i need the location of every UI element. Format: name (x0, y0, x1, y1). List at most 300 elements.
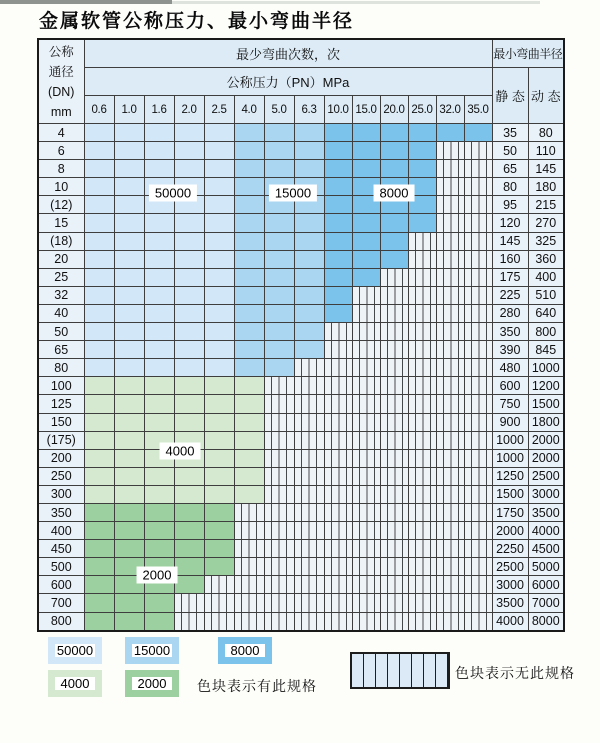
spec-cell-15000 (234, 341, 264, 359)
spec-cell-2000 (114, 522, 144, 540)
spec-cell-50000 (144, 196, 174, 214)
spec-cell-50000 (144, 232, 174, 250)
spec-cell-50000 (84, 304, 114, 322)
table-row-dn-175 (38, 431, 564, 449)
pressure-value: 1.6 (144, 96, 174, 124)
no-spec-cell (464, 612, 492, 631)
spec-cell-50000 (144, 323, 174, 341)
spec-cell-2000 (144, 558, 174, 576)
spec-cell-4000 (144, 431, 174, 449)
spec-cell-4000 (204, 377, 234, 395)
spec-cell-15000 (264, 178, 294, 196)
no-spec-cell (294, 413, 324, 431)
spec-cell-15000 (294, 196, 324, 214)
no-spec-cell (352, 359, 380, 377)
bend-times-header: 最少弯曲次数，次 (84, 39, 492, 68)
no-spec-cell (380, 286, 408, 304)
no-spec-cell (380, 413, 408, 431)
no-spec-caption: 色块表示无此规格 (455, 665, 575, 681)
no-spec-sample-box (350, 652, 450, 689)
spec-cell-8000 (352, 196, 380, 214)
legend-swatch-8000: 8000 (218, 637, 272, 664)
spec-cell-15000 (264, 323, 294, 341)
no-spec-cell (264, 377, 294, 395)
spec-cell-8000 (324, 142, 352, 160)
spec-cell-8000 (436, 124, 464, 142)
no-spec-cell (174, 612, 204, 631)
dynamic-radius-cell: 360 (528, 250, 564, 268)
dn-cell: 4 (38, 124, 84, 142)
spec-cell-4000 (204, 413, 234, 431)
table-row-dn-250 (38, 467, 564, 485)
spec-cell-50000 (144, 142, 174, 160)
no-spec-cell (436, 485, 464, 503)
static-radius-cell: 1750 (492, 503, 528, 521)
dynamic-radius-cell: 5000 (528, 558, 564, 576)
no-spec-cell (408, 323, 436, 341)
dynamic-radius-cell: 1200 (528, 377, 564, 395)
spec-cell-50000 (174, 359, 204, 377)
no-spec-cell (464, 431, 492, 449)
no-spec-cell (352, 522, 380, 540)
spec-cell-8000 (380, 250, 408, 268)
spec-cell-2000 (174, 503, 204, 521)
no-spec-cell (324, 431, 352, 449)
no-spec-cell (464, 178, 492, 196)
static-radius-cell: 35 (492, 124, 528, 142)
dynamic-radius-cell: 1000 (528, 359, 564, 377)
no-spec-cell (264, 467, 294, 485)
spec-cell-50000 (84, 142, 114, 160)
spec-cell-50000 (174, 214, 204, 232)
no-spec-cell (464, 540, 492, 558)
no-spec-cell (352, 413, 380, 431)
dn-cell: 600 (38, 576, 84, 594)
dynamic-radius-cell: 6000 (528, 576, 564, 594)
no-spec-cell (294, 359, 324, 377)
spec-cell-15000 (264, 160, 294, 178)
spec-cell-2000 (144, 612, 174, 631)
dynamic-radius-cell: 7000 (528, 594, 564, 612)
zone-cycles-label-4000: 4000 (160, 443, 201, 460)
no-spec-cell (436, 612, 464, 631)
spec-cell-4000 (174, 467, 204, 485)
no-spec-cell (464, 250, 492, 268)
spec-table (37, 38, 565, 632)
spec-cell-50000 (144, 304, 174, 322)
static-radius-cell: 350 (492, 323, 528, 341)
dn-cell: 500 (38, 558, 84, 576)
spec-cell-8000 (380, 160, 408, 178)
pressure-value: 4.0 (234, 96, 264, 124)
spec-cell-50000 (144, 268, 174, 286)
no-spec-cell (294, 594, 324, 612)
static-radius-cell: 1500 (492, 485, 528, 503)
no-spec-cell (204, 594, 234, 612)
no-spec-cell (436, 341, 464, 359)
no-spec-cell (264, 594, 294, 612)
spec-cell-2000 (144, 594, 174, 612)
pressure-value: 0.6 (84, 96, 114, 124)
spec-cell-8000 (408, 196, 436, 214)
no-spec-cell (408, 232, 436, 250)
no-spec-cell (464, 576, 492, 594)
dynamic-radius-cell: 3500 (528, 503, 564, 521)
spec-cell-50000 (84, 196, 114, 214)
no-spec-cell (380, 467, 408, 485)
spec-cell-15000 (294, 124, 324, 142)
pressure-value: 2.0 (174, 96, 204, 124)
no-spec-cell (408, 449, 436, 467)
dn-header-line3: (DN) (48, 84, 75, 99)
spec-cell-8000 (408, 178, 436, 196)
no-spec-cell (324, 612, 352, 631)
pressure-value: 15.0 (352, 96, 380, 124)
static-radius-cell: 1000 (492, 449, 528, 467)
spec-cell-50000 (144, 160, 174, 178)
no-spec-cell (234, 503, 264, 521)
dn-cell: 50 (38, 323, 84, 341)
no-spec-cell (324, 485, 352, 503)
dynamic-radius-cell: 510 (528, 286, 564, 304)
spec-cell-15000 (264, 124, 294, 142)
no-spec-cell (436, 576, 464, 594)
no-spec-cell (436, 449, 464, 467)
no-spec-cell (464, 286, 492, 304)
spec-cell-8000 (352, 268, 380, 286)
dn-cell: 150 (38, 413, 84, 431)
no-spec-cell (408, 304, 436, 322)
table-row-dn-50 (38, 323, 564, 341)
spec-cell-50000 (144, 286, 174, 304)
spec-cell-50000 (84, 232, 114, 250)
table-row-dn-18 (38, 232, 564, 250)
no-spec-cell (380, 612, 408, 631)
no-spec-cell (380, 359, 408, 377)
spec-cell-4000 (84, 485, 114, 503)
dn-cell: (18) (38, 232, 84, 250)
spec-cell-15000 (294, 341, 324, 359)
spec-cell-4000 (114, 449, 144, 467)
no-spec-cell (436, 540, 464, 558)
spec-cell-8000 (324, 268, 352, 286)
spec-cell-50000 (114, 178, 144, 196)
no-spec-cell (204, 612, 234, 631)
spec-cell-15000 (234, 304, 264, 322)
dynamic-radius-cell: 2000 (528, 449, 564, 467)
spec-cell-15000 (264, 214, 294, 232)
spec-cell-15000 (264, 304, 294, 322)
spec-cell-50000 (204, 160, 234, 178)
dn-cell: (175) (38, 431, 84, 449)
dynamic-radius-cell: 3000 (528, 485, 564, 503)
no-spec-cell (436, 413, 464, 431)
spec-cell-4000 (114, 395, 144, 413)
spec-cell-4000 (144, 485, 174, 503)
no-spec-cell (436, 522, 464, 540)
table-row-dn-300 (38, 485, 564, 503)
spec-cell-50000 (144, 341, 174, 359)
spec-cell-50000 (204, 323, 234, 341)
spec-cell-8000 (324, 160, 352, 178)
radius-header: 最小弯曲半径 (492, 39, 564, 68)
spec-cell-8000 (408, 142, 436, 160)
pressure-value: 32.0 (436, 96, 464, 124)
spec-cell-4000 (144, 413, 174, 431)
spec-cell-15000 (234, 250, 264, 268)
no-spec-cell (464, 323, 492, 341)
spec-cell-15000 (234, 196, 264, 214)
no-spec-cell (436, 395, 464, 413)
table-row-dn-8 (38, 160, 564, 178)
static-radius-cell: 280 (492, 304, 528, 322)
spec-cell-15000 (234, 214, 264, 232)
spec-cell-2000 (84, 503, 114, 521)
spec-cell-15000 (294, 142, 324, 160)
spec-cell-50000 (114, 286, 144, 304)
dn-cell: 350 (38, 503, 84, 521)
no-spec-cell (464, 395, 492, 413)
no-spec-cell (234, 558, 264, 576)
pressure-value: 2.5 (204, 96, 234, 124)
spec-cell-2000 (174, 576, 204, 594)
table-row-dn-450 (38, 540, 564, 558)
table-row-dn-800 (38, 612, 564, 631)
spec-cell-50000 (174, 124, 204, 142)
spec-cell-50000 (144, 250, 174, 268)
spec-cell-4000 (144, 449, 174, 467)
table-row-dn-700 (38, 594, 564, 612)
dn-cell: 100 (38, 377, 84, 395)
spec-cell-4000 (84, 377, 114, 395)
dn-cell: (12) (38, 196, 84, 214)
no-spec-cell (380, 323, 408, 341)
spec-cell-2000 (204, 540, 234, 558)
dynamic-radius-cell: 1800 (528, 413, 564, 431)
spec-cell-50000 (84, 214, 114, 232)
no-spec-cell (464, 214, 492, 232)
spec-cell-50000 (204, 268, 234, 286)
no-spec-cell (352, 323, 380, 341)
no-spec-cell (464, 232, 492, 250)
spec-cell-50000 (204, 286, 234, 304)
spec-cell-2000 (174, 540, 204, 558)
static-radius-cell: 600 (492, 377, 528, 395)
no-spec-cell (174, 594, 204, 612)
dn-cell: 300 (38, 485, 84, 503)
spec-cell-15000 (264, 341, 294, 359)
no-spec-cell (408, 594, 436, 612)
no-spec-cell (380, 540, 408, 558)
no-spec-cell (324, 395, 352, 413)
spec-cell-4000 (234, 431, 264, 449)
no-spec-cell (294, 467, 324, 485)
spec-cell-4000 (84, 431, 114, 449)
no-spec-cell (436, 196, 464, 214)
spec-cell-50000 (204, 304, 234, 322)
spec-cell-50000 (84, 268, 114, 286)
dn-cell: 65 (38, 341, 84, 359)
no-spec-cell (234, 540, 264, 558)
no-spec-cell (436, 503, 464, 521)
spec-cell-15000 (264, 232, 294, 250)
dynamic-radius-cell: 325 (528, 232, 564, 250)
spec-cell-2000 (114, 576, 144, 594)
dynamic-radius-cell: 4000 (528, 522, 564, 540)
dynamic-radius-cell: 2500 (528, 467, 564, 485)
spec-cell-50000 (114, 304, 144, 322)
table-row-dn-350 (38, 503, 564, 521)
spec-cell-4000 (84, 413, 114, 431)
spec-cell-4000 (234, 395, 264, 413)
no-spec-cell (408, 540, 436, 558)
dn-cell: 450 (38, 540, 84, 558)
no-spec-cell (264, 576, 294, 594)
no-spec-cell (324, 467, 352, 485)
spec-cell-4000 (234, 467, 264, 485)
spec-cell-8000 (380, 124, 408, 142)
spec-cell-4000 (234, 413, 264, 431)
spec-cell-15000 (294, 250, 324, 268)
spec-cell-50000 (114, 214, 144, 232)
zone-cycles-label-15000: 15000 (269, 185, 317, 202)
no-spec-cell (324, 522, 352, 540)
pressure-value: 1.0 (114, 96, 144, 124)
spec-cell-8000 (324, 304, 352, 322)
dn-cell: 200 (38, 449, 84, 467)
dn-cell: 32 (38, 286, 84, 304)
no-spec-cell (324, 558, 352, 576)
no-spec-cell (264, 395, 294, 413)
spec-cell-50000 (174, 232, 204, 250)
no-spec-cell (464, 341, 492, 359)
spec-cell-50000 (204, 250, 234, 268)
no-spec-cell (408, 503, 436, 521)
no-spec-cell (294, 540, 324, 558)
no-spec-cell (264, 413, 294, 431)
no-spec-cell (408, 250, 436, 268)
spec-cell-4000 (84, 449, 114, 467)
spec-cell-15000 (234, 359, 264, 377)
dynamic-radius-cell: 8000 (528, 612, 564, 631)
spec-cell-2000 (114, 503, 144, 521)
no-spec-cell (352, 576, 380, 594)
pressure-value: 10.0 (324, 96, 352, 124)
spec-cell-4000 (84, 395, 114, 413)
table-row-dn-100 (38, 377, 564, 395)
static-radius-cell: 3500 (492, 594, 528, 612)
spec-cell-50000 (84, 250, 114, 268)
spec-cell-15000 (264, 142, 294, 160)
table-row-dn-25 (38, 268, 564, 286)
has-spec-caption: 色块表示有此规格 (197, 678, 317, 694)
no-spec-cell (464, 268, 492, 286)
spec-cell-8000 (380, 214, 408, 232)
spec-cell-50000 (114, 359, 144, 377)
pressure-value: 35.0 (464, 96, 492, 124)
spec-cell-8000 (324, 232, 352, 250)
spec-cell-4000 (114, 485, 144, 503)
dn-cell: 25 (38, 268, 84, 286)
spec-cell-8000 (380, 142, 408, 160)
static-radius-cell: 95 (492, 196, 528, 214)
no-spec-cell (380, 449, 408, 467)
page-top-edge-light (172, 1, 540, 4)
no-spec-cell (264, 503, 294, 521)
no-spec-cell (352, 594, 380, 612)
spec-cell-2000 (84, 522, 114, 540)
spec-cell-2000 (84, 594, 114, 612)
spec-cell-50000 (84, 160, 114, 178)
no-spec-cell (264, 612, 294, 631)
no-spec-cell (464, 558, 492, 576)
no-spec-cell (294, 485, 324, 503)
spec-cell-15000 (294, 160, 324, 178)
spec-cell-15000 (294, 286, 324, 304)
dn-cell: 6 (38, 142, 84, 160)
dynamic-radius-cell: 80 (528, 124, 564, 142)
dynamic-radius-cell: 215 (528, 196, 564, 214)
no-spec-cell (408, 395, 436, 413)
table-row-dn-400 (38, 522, 564, 540)
spec-cell-8000 (408, 214, 436, 232)
dn-header-cell (38, 39, 84, 124)
spec-cell-50000 (114, 341, 144, 359)
spec-cell-8000 (352, 160, 380, 178)
dn-cell: 800 (38, 612, 84, 631)
no-spec-cell (380, 268, 408, 286)
table-row-dn-200 (38, 449, 564, 467)
spec-cell-50000 (174, 160, 204, 178)
table-row-dn-10 (38, 178, 564, 196)
dynamic-radius-cell: 4500 (528, 540, 564, 558)
spec-cell-8000 (324, 214, 352, 232)
no-spec-cell (324, 576, 352, 594)
table-row-dn-4 (38, 124, 564, 142)
no-spec-cell (436, 594, 464, 612)
spec-cell-2000 (174, 522, 204, 540)
no-spec-cell (380, 558, 408, 576)
pressure-value: 25.0 (408, 96, 436, 124)
spec-cell-50000 (174, 341, 204, 359)
no-spec-cell (464, 522, 492, 540)
spec-cell-50000 (204, 232, 234, 250)
no-spec-cell (464, 467, 492, 485)
spec-cell-8000 (324, 178, 352, 196)
static-header: 静 态 (492, 68, 528, 124)
no-spec-cell (408, 341, 436, 359)
dn-cell: 8 (38, 160, 84, 178)
no-spec-cell (324, 594, 352, 612)
spec-cell-15000 (294, 178, 324, 196)
table-row-dn-20 (38, 250, 564, 268)
no-spec-cell (436, 250, 464, 268)
spec-cell-4000 (234, 485, 264, 503)
dn-cell: 125 (38, 395, 84, 413)
dn-cell: 400 (38, 522, 84, 540)
dn-cell: 80 (38, 359, 84, 377)
no-spec-cell (294, 377, 324, 395)
spec-cell-50000 (114, 268, 144, 286)
no-spec-cell (436, 304, 464, 322)
no-spec-cell (352, 431, 380, 449)
spec-cell-15000 (264, 250, 294, 268)
spec-cell-50000 (174, 142, 204, 160)
no-spec-cell (324, 540, 352, 558)
spec-cell-4000 (144, 377, 174, 395)
no-spec-cell (436, 268, 464, 286)
spec-cell-4000 (204, 449, 234, 467)
